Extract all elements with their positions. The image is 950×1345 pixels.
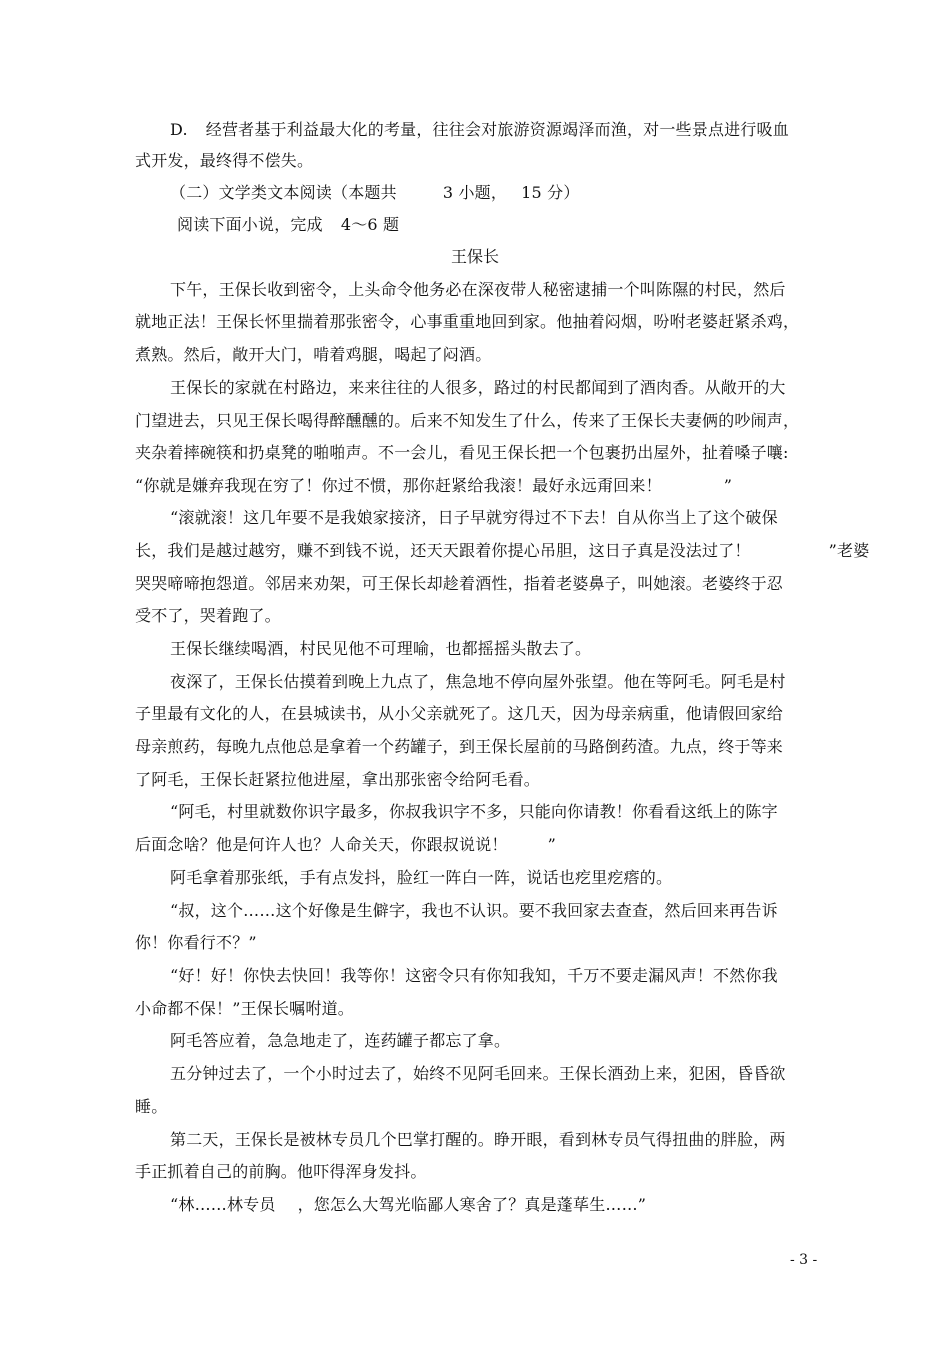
paragraph-line: 夜深了，王保长估摸着到晚上九点了，焦急地不停向屋外张望。他在等阿毛。阿毛是村 — [170, 672, 786, 691]
paragraph-tail: ”老婆 — [828, 541, 870, 560]
paragraph-line: 门望进去，只见王保长喝得醉醺醺的。后来不知发生了什么，传来了王保长夫妻俩的吵闹声， — [135, 411, 800, 430]
paragraph-line — [170, 1195, 646, 1215]
paragraph-text: “林……林专员 — [170, 1195, 276, 1214]
paragraph-line: 你！你看行不？” — [135, 933, 257, 952]
section-heading-c: 15 分） — [521, 183, 580, 202]
paragraph-line — [135, 835, 556, 855]
option-d-line-1 — [170, 120, 789, 140]
paragraph-line: 受不了，哭着跑了。 — [135, 606, 281, 625]
paragraph-line: 阿毛拿着那张纸，手有点发抖，脸红一阵白一阵，说话也疙里疙瘩的。 — [170, 868, 673, 887]
paragraph-line: 夹杂着摔碗筷和扔桌凳的啪啪声。不一会儿，看见王保长把一个包裹扔出屋外，扯着嗓子嚷: — [135, 443, 789, 462]
paragraph-line: 了阿毛，王保长赶紧拉他进屋，拿出那张密令给阿毛看。 — [135, 770, 541, 789]
paragraph-line: 就地正法！王保长怀里揣着那张密令，心事重重地回到家。他抽着闷烟，吩咐老婆赶紧杀鸡， — [135, 312, 800, 331]
paragraph-tail: ” — [723, 476, 733, 495]
section-instruction-b: 4～6 题 — [340, 215, 400, 234]
paragraph-line: “阿毛，村里就数你识字最多，你叔我识字不多，只能向你请教！你看看这纸上的陈字 — [170, 802, 778, 821]
paragraph-line: 睡。 — [135, 1097, 168, 1116]
section-heading — [170, 183, 580, 203]
story-title: 王保长 — [450, 247, 499, 266]
paragraph-line: 五分钟过去了，一个小时过去了，始终不见阿毛回来。王保长酒劲上来，犯困，昏昏欲 — [170, 1064, 786, 1083]
paragraph-line: 小命都不保！”王保长嘱咐道。 — [135, 999, 354, 1018]
paragraph-line: “叔，这个……这个好像是生僻字，我也不认识。要不我回家去查查，然后回来再告诉 — [170, 901, 778, 920]
paragraph-line: 子里最有文化的人，在县城读书，从小父亲就死了。这几天，因为母亲病重，他请假回家给 — [135, 704, 784, 723]
section-instruction — [177, 215, 399, 235]
paragraph-text: 长，我们是越过越穷，赚不到钱不说，还天天跟着你提心吊胆，这日子真是没法过了！ — [135, 541, 751, 560]
paragraph-line: 阿毛答应着，急急地走了，连药罐子都忘了拿。 — [170, 1031, 511, 1050]
paragraph-tail: ，您怎么大驾光临鄙人寒舍了？真是蓬荜生……” — [297, 1195, 647, 1214]
option-d-text-2: 式开发，最终得不偿失。 — [135, 151, 314, 170]
paragraph-line: 第二天，王保长是被林专员几个巴掌打醒的。睁开眼，看到林专员气得扭曲的胖脸，两 — [170, 1130, 786, 1149]
option-d-text-1: 经营者基于利益最大化的考量，往往会对旅游资源竭泽而渔，对一些景点进行吸血 — [205, 120, 789, 139]
paragraph-line — [135, 541, 869, 561]
paragraph-line: 母亲煎药，每晚九点他总是拿着一个药罐子，到王保长屋前的马路倒药渣。九点，终于等来 — [135, 737, 784, 756]
option-d-label: D. — [170, 120, 188, 139]
paragraph-line: 王保长继续喝酒，村民见他不可理喻，也都摇摇头散去了。 — [170, 639, 592, 658]
paragraph-line — [135, 476, 732, 496]
paragraph-text: “你就是嫌弃我现在穷了！你过不惯，那你赶紧给我滚！最好永远甭回来！ — [135, 476, 662, 495]
paragraph-text: 后面念啥？他是何许人也？人命关天，你跟叔说说！ — [135, 835, 508, 854]
page-number: - 3 - — [790, 1252, 818, 1268]
paragraph-line: 下午，王保长收到密令，上头命令他务必在深夜带人秘密逮捕一个叫陈隰的村民，然后 — [170, 280, 786, 299]
paragraph-line: 煮熟。然后，敞开大门，啃着鸡腿，喝起了闷酒。 — [135, 345, 492, 364]
section-heading-b: 3 小题， — [442, 183, 508, 202]
section-instruction-a: 阅读下面小说，完成 — [177, 215, 323, 234]
paragraph-line: 哭哭啼啼抱怨道。邻居来劝架，可王保长却趁着酒性，指着老婆鼻子，叫她滚。老婆终于忍 — [135, 574, 784, 593]
paragraph-tail: ” — [547, 835, 556, 854]
section-heading-a: （二）文学类文本阅读（本题共 — [170, 183, 397, 202]
paragraph-line: “滚就滚！这几年要不是我娘家接济，日子早就穷得过不下去！自从你当上了这个破保 — [170, 508, 778, 527]
paragraph-line: 手正抓着自己的前胸。他吓得浑身发抖。 — [135, 1162, 427, 1181]
paragraph-line: “好！好！你快去快回！我等你！这密令只有你知我知，千万不要走漏风声！不然你我 — [170, 966, 778, 985]
option-d-line-2 — [135, 151, 313, 171]
paragraph-line: 王保长的家就在村路边，来来往往的人很多，路过的村民都闻到了酒肉香。从敞开的大 — [170, 378, 786, 397]
